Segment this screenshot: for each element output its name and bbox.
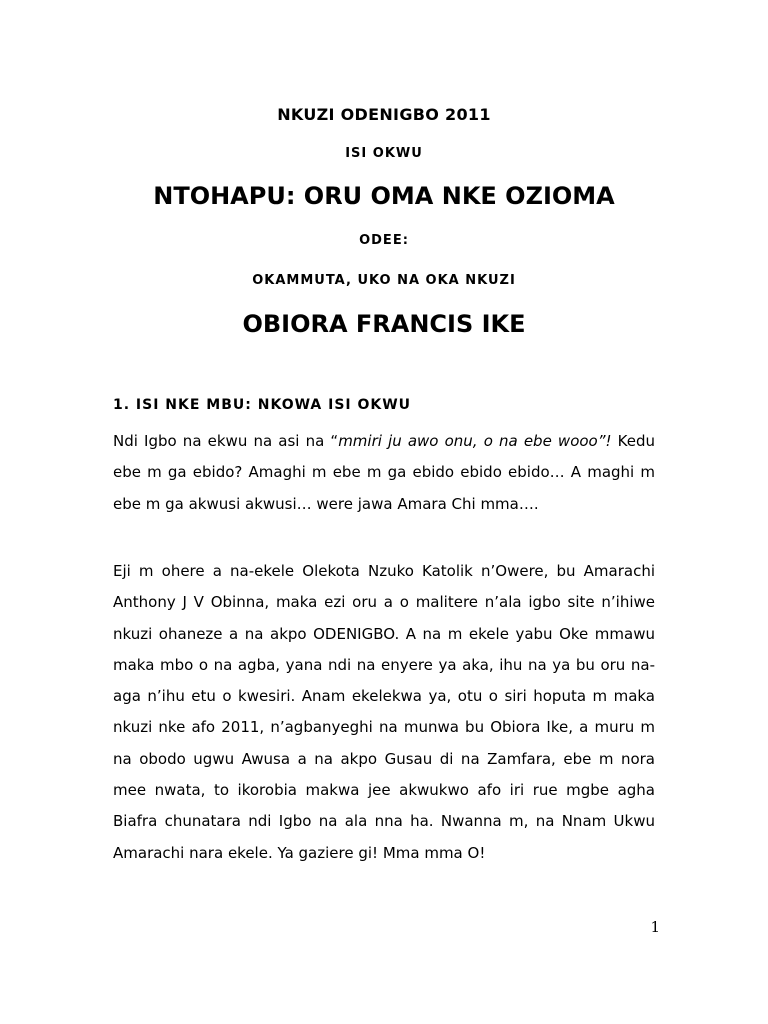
topic-title: NTOHAPU: ORU OMA NKE OZIOMA [153, 182, 615, 210]
author-name: OBIORA FRANCIS IKE [242, 310, 526, 338]
section-heading: 1. ISI NKE MBU: NKOWA ISI OKWU [113, 397, 412, 413]
topic-label: ISI OKWU [345, 146, 423, 161]
paragraph-1-end: Kedu ebe m ga ebido? Amaghi m ebe m ga ebido ebido ebido… A maghi m ebe m ga akwusi akwusi… were jawa Amara Chi mma…. [113, 432, 655, 513]
author-label: ODEE: [359, 233, 409, 248]
document-title: NKUZI ODENIGBO 2011 [277, 105, 491, 124]
paragraph-1 [113, 426, 655, 520]
page-number: 1 [650, 918, 660, 936]
paragraph-1-proverb: mmiri ju awo onu, o na ebe wooo”! [338, 432, 612, 450]
paragraph-2: Eji m ohere a na-ekele Olekota Nzuko Katolik n’Owere, bu Amarachi Anthony J V Obinna, maka ezi oru a o malitere n’ala igbo site n’ihiwe nkuzi ohaneze a na akpo ODENIGBO. A na m ekele yabu Oke mmawu maka mbo o na agba, yana ndi na enyere ya aka, ihu na ya bu oru na-aga n’ihu etu o kwesiri. Anam ekelekwa ya, otu o siri hoputa m maka nkuzi nke afo 2011, n’agbanyeghi na munwa bu Obiora Ike, a muru m na obodo ugwu Awusa a na akpo Gusau di na Zamfara, ebe m nora mee nwata, to ikorobia makwa jee akwukwo afo iri rue mgbe agha Biafra chunatara ndi Igbo na ala nna ha. Nwanna m, na Nnam Ukwu Amarachi nara ekele. Ya gaziere gi! Mma mma O! [113, 562, 655, 862]
paragraph-1-start: Ndi Igbo na ekwu na asi na “ [113, 432, 339, 450]
author-title: OKAMMUTA, UKO NA OKA NKUZI [252, 273, 516, 288]
